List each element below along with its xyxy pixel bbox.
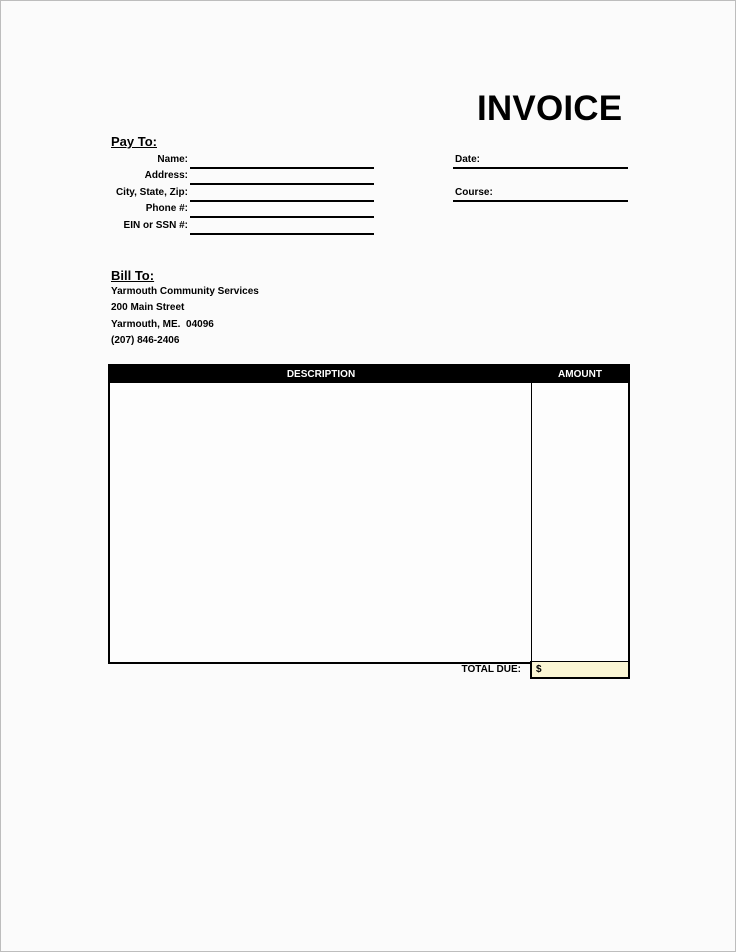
line-items-table [108,364,630,664]
bill-to-phone: (207) 846-2406 [111,335,180,346]
description-header: DESCRIPTION [286,369,356,380]
ein-ssn-field[interactable] [191,220,375,233]
address-underline [190,183,374,185]
course-label: Course: [455,187,493,198]
total-due-field[interactable] [530,661,630,679]
city-state-zip-label: City, State, Zip: [115,187,188,198]
address-field[interactable] [191,170,375,183]
name-underline [190,167,374,169]
course-underline [453,200,628,202]
name-field[interactable] [191,154,375,167]
pay-to-heading: Pay To: [111,134,157,149]
currency-symbol: $ [536,664,542,675]
phone-underline [190,216,374,218]
amount-cell[interactable] [532,383,628,662]
phone-field[interactable] [191,203,375,216]
description-cell[interactable] [110,383,531,662]
date-underline [453,167,628,169]
name-label: Name: [157,154,188,165]
amount-header: AMOUNT [558,369,602,380]
bill-to-organization: Yarmouth Community Services [111,286,259,297]
bill-to-heading: Bill To: [111,268,155,283]
ein-ssn-underline [190,233,374,235]
bill-to-street: 200 Main Street [111,302,185,313]
invoice-title: INVOICE [477,89,623,128]
total-due-label: TOTAL DUE: [461,664,521,675]
ein-ssn-label: EIN or SSN #: [123,220,188,231]
table-header [110,366,628,383]
phone-label: Phone #: [145,203,188,214]
city-state-zip-underline [190,200,374,202]
bill-to-city: Yarmouth, ME. 04096 [111,319,214,330]
city-state-zip-field[interactable] [191,187,375,200]
course-field[interactable] [495,187,629,200]
date-field[interactable] [485,154,629,167]
address-label: Address: [144,170,188,181]
date-label: Date: [455,154,481,165]
